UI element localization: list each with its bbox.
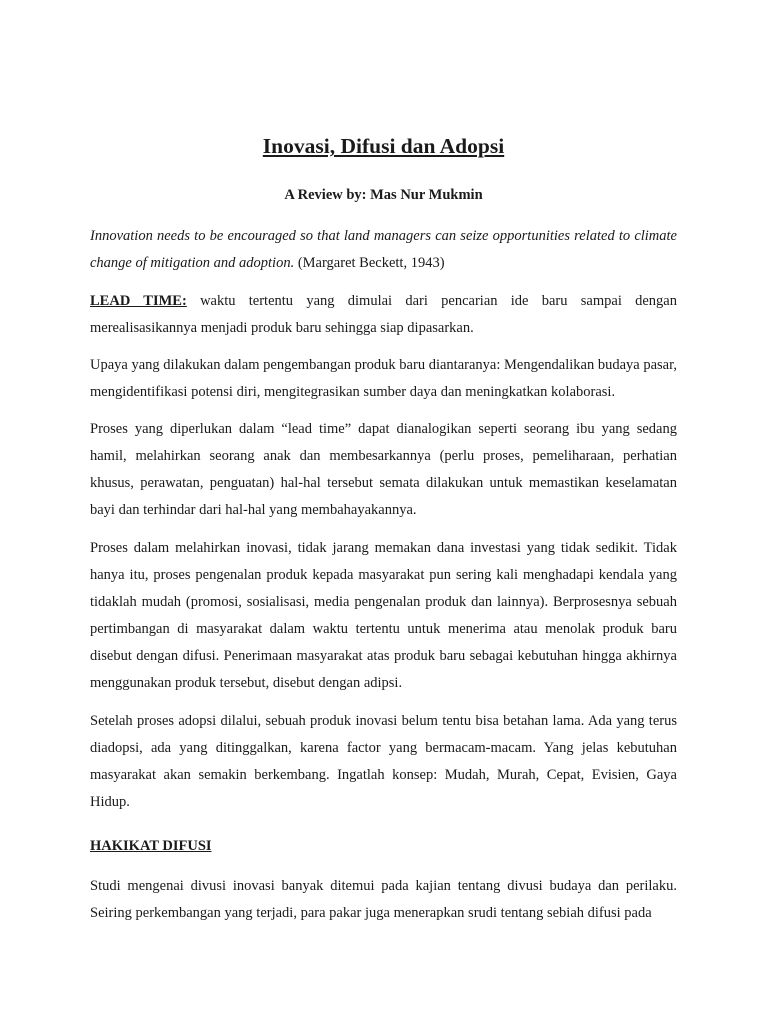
- epigraph-quote: [90, 223, 677, 277]
- document-byline: A Review by: Mas Nur Mukmin: [284, 187, 483, 203]
- epigraph-attribution: (Margaret Beckett, 1943): [294, 255, 445, 271]
- document-title: Inovasi, Difusi dan Adopsi: [262, 134, 505, 158]
- body-paragraph: Setelah proses adopsi dilalui, sebuah produk inovasi belum tentu bisa betahan lama. Ada yang terus diadopsi, ada yang ditinggalkan, karena factor yang bermacam-macam. Yang jelas kebutuhan masyarakat akan semakin berkembang. Ingatlah konsep: Mudah, Murah, Cepat, Evisien, Gaya Hidup.: [90, 713, 677, 810]
- body-paragraph: Proses dalam melahirkan inovasi, tidak jarang memakan dana investasi yang tidak sedikit. Tidak hanya itu, proses pengenalan produk kepada masyarakat pun sering kali menghadapi kendala yang tidaklah mudah (promosi, sosialisasi, media pengenalan produk dan lainnya). Berprosesnya sebuah pertimbangan di masyarakat dalam waktu tertentu untuk menerima atau menolak produk baru disebut dengan difusi. Penerimaan masyarakat atas produk baru sebagai kebutuhan hingga akhirnya menggunakan produk tersebut, disebut dengan adipsi.: [90, 540, 677, 691]
- epigraph-quote-text: Innovation needs to be encouraged so that land managers can seize opportunities related to climate change of mitigation and adoption.: [90, 228, 677, 271]
- section-heading: HAKIKAT DIFUSI: [90, 838, 212, 854]
- section-paragraph: Studi mengenai divusi inovasi banyak ditemui pada kajian tentang divusi budaya dan perilaku. Seiring perkembangan yang terjadi, para pakar juga menerapkan srudi tentang sebiah difusi pada: [90, 878, 677, 921]
- lead-time-text: waktu tertentu yang dimulai dari pencarian ide baru sampai dengan merealisasikannya menjadi produk baru sehingga siap dipasarkan.: [90, 293, 677, 336]
- lead-time-paragraph: [90, 288, 677, 342]
- document-page: [90, 128, 677, 921]
- body-paragraph: Proses yang diperlukan dalam “lead time” dapat dianalogikan seperti seorang ibu yang sedang hamil, melahirkan seorang anak dan membesarkannya (perlu proses, pemeliharaan, perhatian khusus, perawatan, penguatan) hal-hal tersebut semata dilakukan untuk memastikan keselamatan bayi dan terhindar dari hal-hal yang membahayakannya.: [90, 421, 677, 518]
- lead-time-label: LEAD TIME:: [90, 293, 187, 309]
- body-paragraph: Upaya yang dilakukan dalam pengembangan produk baru diantaranya: Mengendalikan budaya pasar, mengidentifikasi potensi diri, mengitegrasikan sumber daya dan meningkatkan kolaborasi.: [90, 357, 677, 400]
